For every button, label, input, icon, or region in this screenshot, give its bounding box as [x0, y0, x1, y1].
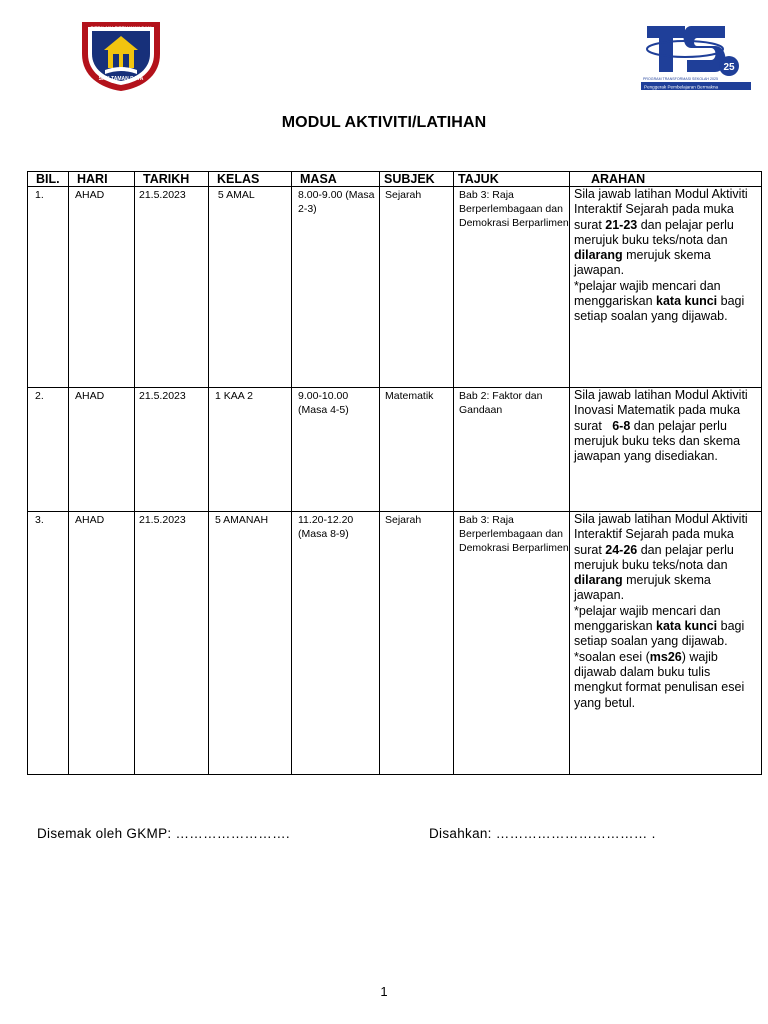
cell-hari: AHAD: [69, 388, 135, 512]
cell-arahan: Sila jawab latihan Modul Aktiviti Inovasi Matematik pada muka surat 6-8 dan pelajar perlu merujuk buku teks dan skema jawapan yang disediakan.: [570, 388, 762, 512]
page-title: MODUL AKTIVITI/LATIHAN: [281, 114, 487, 131]
cell-hari: AHAD: [69, 512, 135, 775]
cell-subjek: Matematik: [380, 388, 454, 512]
header-tarikh: TARIKH: [135, 172, 209, 187]
header-masa: MASA: [292, 172, 380, 187]
svg-text:SMK TAMAN DAYA: SMK TAMAN DAYA: [98, 76, 144, 82]
cell-subjek: Sejarah: [380, 187, 454, 388]
cell-hari: AHAD: [69, 187, 135, 388]
cell-kelas: 5 AMAL: [209, 187, 292, 388]
svg-text:Penggerak Pembelajaran Bermakn: Penggerak Pembelajaran Bermakna: [644, 84, 719, 90]
cell-kelas: 5 AMANAH: [209, 512, 292, 775]
table-row: [28, 388, 762, 512]
table-header-row: [28, 172, 762, 187]
cell-arahan: Sila jawab latihan Modul Aktiviti Interaktif Sejarah pada muka surat 21-23 dan pelajar perlu merujuk buku teks/nota dan dilarang merujuk skema jawapan. *pelajar wajib mencari dan menggariskan kata kunci bagi setiap soalan yang dijawab.: [570, 187, 762, 388]
cell-tajuk: Bab 3: Raja Berperlembagaan dan Demokrasi Berparlimen: [454, 512, 570, 775]
svg-text:25: 25: [723, 62, 735, 73]
header-hari: HARI: [69, 172, 135, 187]
header-subjek: SUBJEK: [380, 172, 454, 187]
svg-text:BERILMU BERWAWASAN: BERILMU BERWAWASAN: [90, 26, 152, 33]
cell-masa: 11.20-12.20 (Masa 8-9): [292, 512, 380, 775]
cell-tajuk: Bab 2: Faktor dan Gandaan: [454, 388, 570, 512]
ts25-logo-icon: [641, 18, 751, 94]
cell-arahan: Sila jawab latihan Modul Aktiviti Interaktif Sejarah pada muka surat 24-26 dan pelajar perlu merujuk buku teks/nota dan dilarang merujuk skema jawapan. *pelajar wajib mencari dan menggariskan kata kunci bagi setiap soalan yang dijawab. *soalan esei (ms26) wajib dijawab dalam buku tulis mengkut format penulisan esei yang betul.: [570, 512, 762, 775]
checked-by-line: Disemak oleh GKMP: …………………….: [37, 826, 290, 841]
svg-text:PROGRAM TRANSFORMASI SEKOLAH 2: PROGRAM TRANSFORMASI SEKOLAH 2025: [643, 77, 719, 81]
table-row: [28, 187, 762, 388]
cell-tarikh: 21.5.2023: [135, 512, 209, 775]
cell-bil: 2.: [28, 388, 69, 512]
cell-kelas: 1 KAA 2: [209, 388, 292, 512]
cell-tarikh: 21.5.2023: [135, 187, 209, 388]
school-crest-logo-icon: [78, 20, 164, 92]
header-tajuk: TAJUK: [454, 172, 570, 187]
cell-tajuk: Bab 3: Raja Berperlembagaan dan Demokrasi Berparlimen: [454, 187, 570, 388]
cell-tarikh: 21.5.2023: [135, 388, 209, 512]
cell-masa: 9.00-10.00 (Masa 4-5): [292, 388, 380, 512]
approved-by-line: Disahkan: …………………………… .: [429, 826, 656, 841]
cell-subjek: Sejarah: [380, 512, 454, 775]
page-number: 1: [380, 984, 388, 999]
activity-table: [27, 171, 762, 775]
cell-bil: 3.: [28, 512, 69, 775]
table-row: [28, 512, 762, 775]
cell-masa: 8.00-9.00 (Masa 2-3): [292, 187, 380, 388]
header-kelas: KELAS: [209, 172, 292, 187]
header-bil: BIL.: [28, 172, 69, 187]
cell-bil: 1.: [28, 187, 69, 388]
header-arahan: ARAHAN: [570, 172, 762, 187]
